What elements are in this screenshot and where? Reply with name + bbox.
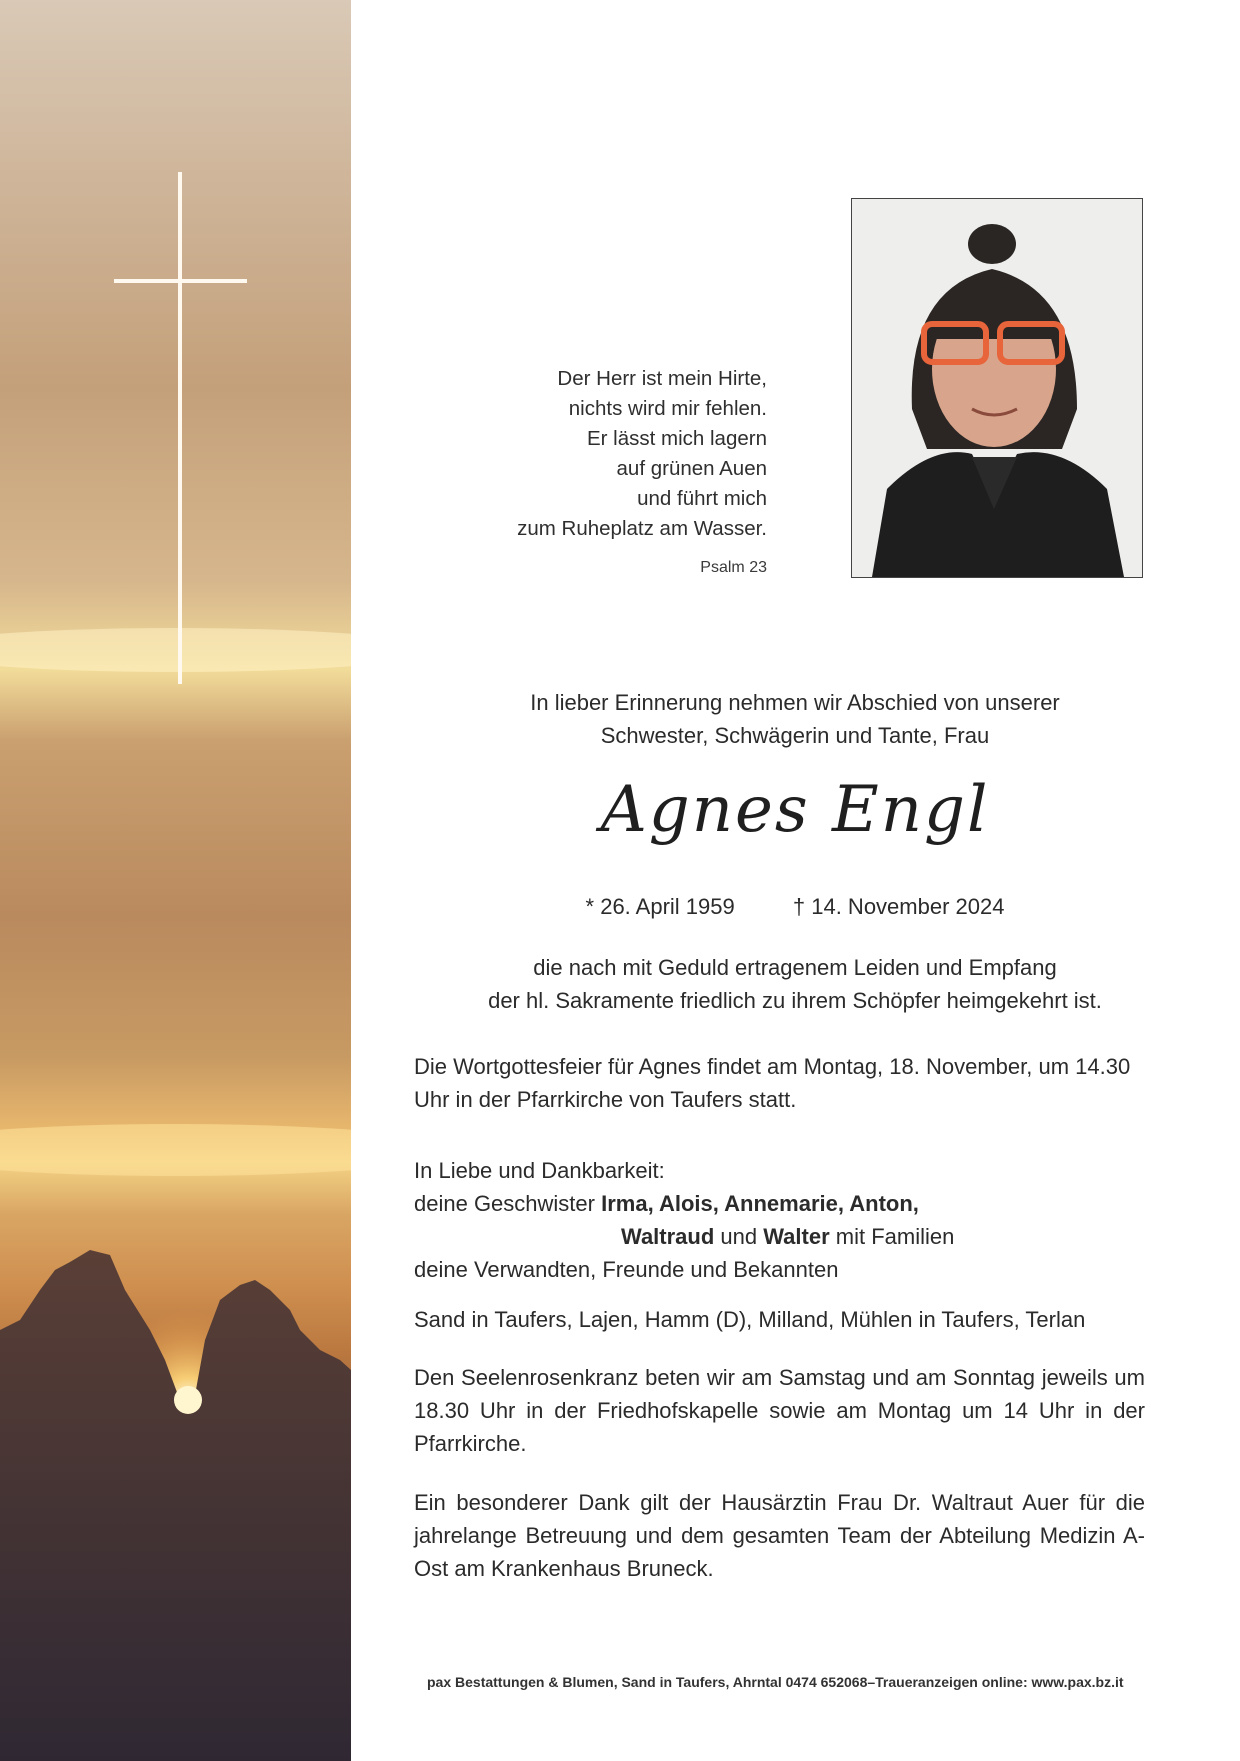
portrait-photo: [851, 198, 1143, 578]
passing-line: der hl. Sakramente friedlich zu ihrem Schöpfer heimgekehrt ist.: [488, 988, 1102, 1013]
intro-line: Schwester, Schwägerin und Tante, Frau: [600, 723, 990, 748]
places-line: Sand in Taufers, Lajen, Hamm (D), Milland, Mühlen in Taufers, Terlan: [414, 1307, 1086, 1332]
portrait-illustration: [852, 199, 1142, 577]
sibling-name: Walter: [763, 1224, 830, 1249]
passing-text: [392, 951, 1198, 1017]
intro-text: [392, 686, 1198, 752]
conjunction: und: [714, 1224, 764, 1249]
psalm-line: und führt mich: [637, 487, 767, 510]
psalm-line: Der Herr ist mein Hirte,: [557, 367, 767, 390]
sunset-sidebar-image: [0, 0, 351, 1761]
birth-date: * 26. April 1959: [585, 894, 735, 919]
deceased-name: Agnes Engl: [600, 773, 990, 847]
psalm-quote: [517, 364, 767, 544]
siblings-names: Irma, Alois, Annemarie, Anton,: [601, 1191, 919, 1216]
thanks-notice: Ein besonderer Dank gilt der Hausärztin Frau Dr. Waltraut Auer für die jahrelange Betreuung und dem gesamten Team der Abteilung Medizin A-Ost am Krankenhaus Bruneck.: [414, 1490, 1145, 1581]
mountain-silhouette: [0, 0, 351, 1761]
psalm-line: nichts wird mir fehlen.: [568, 397, 767, 420]
relatives-line: deine Verwandten, Freunde und Bekannten: [414, 1257, 839, 1282]
death-date: † 14. November 2024: [792, 894, 1005, 919]
psalm-line: auf grünen Auen: [616, 457, 767, 480]
cross-icon-bar: [114, 279, 247, 283]
sibling-name: Waltraud: [621, 1224, 715, 1249]
rosary-notice: Den Seelenrosenkranz beten wir am Samstag und am Sonntag jeweils um 18.30 Uhr in der Friedhofskapelle sowie am Montag um 14 Uhr in der Pfarrkirche.: [414, 1365, 1145, 1456]
psalm-line: Er lässt mich lagern: [586, 427, 767, 450]
psalm-reference: Psalm 23: [700, 559, 767, 576]
psalm-line: zum Ruheplatz am Wasser.: [517, 517, 767, 540]
siblings-prefix: deine Geschwister: [414, 1191, 602, 1216]
service-notice: Die Wortgottesfeier für Agnes findet am Montag, 18. November, um 14.30 Uhr in der Pfarrkirche von Taufers statt.: [414, 1054, 1131, 1112]
mourners-heading: In Liebe und Dankbarkeit:: [414, 1158, 665, 1183]
families-text: mit Familien: [829, 1224, 955, 1249]
siblings-line-2: [414, 1220, 1145, 1253]
life-dates: [392, 894, 1198, 920]
intro-line: In lieber Erinnerung nehmen wir Abschied von unserer: [530, 690, 1060, 715]
siblings-line: [414, 1187, 1145, 1220]
passing-line: die nach mit Geduld ertragenem Leiden und Empfang: [533, 955, 1057, 980]
mourners-block: [414, 1154, 1145, 1286]
cross-icon: [178, 172, 182, 684]
footer-credits: pax Bestattungen & Blumen, Sand in Taufers, Ahrntal 0474 652068–Traueranzeigen online: www.pax.bz.it: [427, 1674, 1124, 1690]
